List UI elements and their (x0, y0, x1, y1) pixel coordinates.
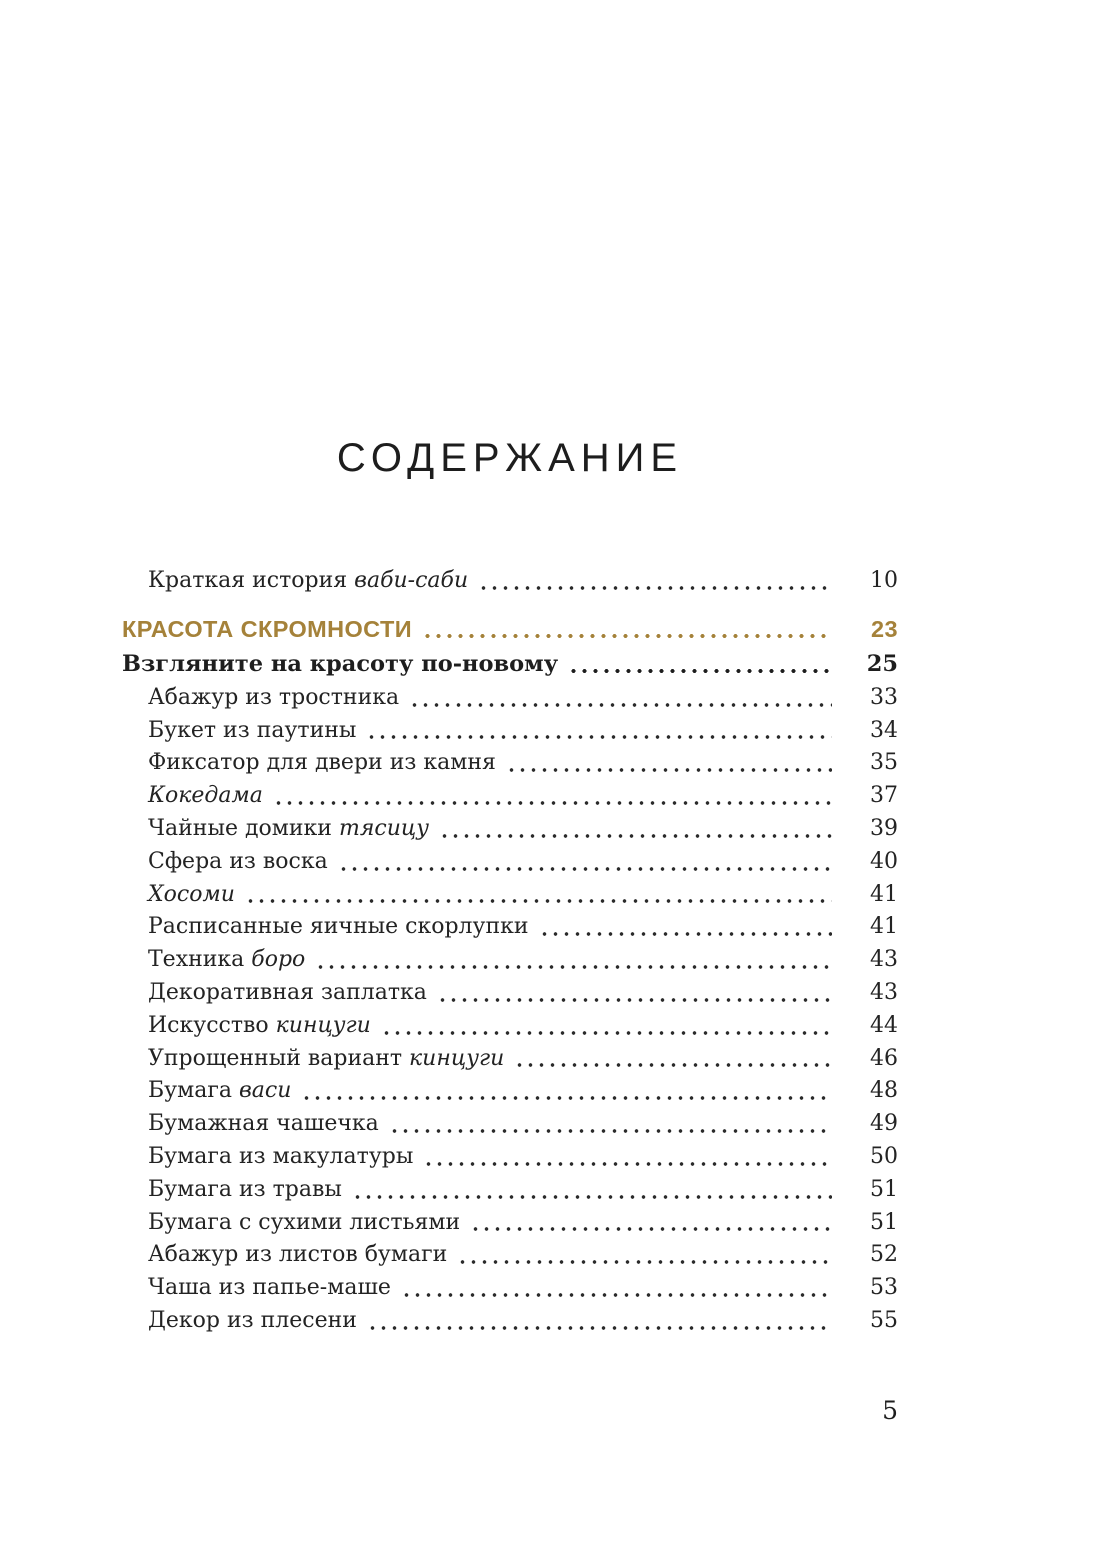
toc-entry (122, 1239, 898, 1272)
toc-entry-label (148, 1075, 291, 1108)
toc-entry-label (148, 879, 235, 912)
toc-entry-label (148, 715, 356, 748)
toc-entry-italic-term: тясицу (338, 815, 429, 841)
toc-entry-text: Фиксатор для двери из камня (148, 750, 496, 776)
toc-entry-page: 53 (870, 1275, 898, 1301)
toc-entry-text: Бумага из травы (148, 1176, 342, 1202)
toc-entry-label (148, 1043, 504, 1076)
toc-entry-text: Абажур из тростника (148, 684, 400, 710)
folio-page-number: 5 (882, 1396, 898, 1425)
dot-leader (401, 1272, 832, 1305)
toc-entry-label (148, 846, 328, 879)
dot-leader (478, 565, 832, 598)
dot-leader (457, 1239, 832, 1272)
dot-leader (423, 1141, 832, 1174)
toc-entry (122, 1141, 898, 1174)
dot-leader (470, 1207, 832, 1240)
toc-entry-label (148, 780, 263, 813)
dot-leader (381, 1010, 832, 1043)
toc-entry (122, 1207, 898, 1240)
toc-entry-italic-term: боро (251, 947, 306, 973)
toc-entry-text: Букет из паутины (148, 717, 357, 743)
toc-entry-page: 44 (870, 1012, 898, 1038)
dot-leader (389, 1108, 832, 1141)
dot-leader (315, 944, 832, 977)
toc-entry-text: Сфера из воска (148, 848, 328, 874)
toc-entry (122, 813, 898, 846)
toc-entry-page: 35 (870, 750, 898, 776)
toc-entry (122, 1272, 898, 1305)
toc-entry (122, 977, 898, 1010)
dot-leader (439, 813, 832, 846)
toc-entry-label (148, 1010, 371, 1043)
toc-entry-text: Бумага из макулатуры (148, 1143, 414, 1169)
toc-entry (122, 1075, 898, 1108)
toc-entry-page: 50 (870, 1143, 898, 1169)
toc-entry-page: 49 (870, 1111, 898, 1137)
dot-leader (338, 846, 832, 879)
dot-leader (367, 1305, 832, 1338)
toc-entry-page: 48 (870, 1078, 898, 1104)
toc-entry-italic-term: васи (238, 1078, 292, 1104)
toc-entry (122, 715, 898, 748)
toc-entry-text: Бумага (148, 1078, 239, 1104)
toc-entry-label (148, 1141, 413, 1174)
dot-leader (506, 747, 832, 780)
toc-entry-italic-term: ваби-саби (354, 568, 469, 593)
toc-entry (122, 1043, 898, 1076)
toc-entry-label (148, 682, 399, 715)
toc-entry-label (148, 565, 468, 598)
toc-entry-text: Чайные домики (148, 815, 339, 841)
toc-entry-page: 23 (871, 615, 898, 642)
toc-entry (122, 911, 898, 944)
dot-leader (352, 1174, 832, 1207)
toc-entry-text: Бумага с сухими листьями (148, 1209, 461, 1235)
toc-entry (122, 780, 898, 813)
toc-entry-page: 41 (870, 881, 898, 907)
toc-entry-text: КРАСОТА СКРОМНОСТИ (122, 615, 412, 642)
toc-entry-text: Бумажная чашечка (148, 1111, 379, 1137)
toc-entry-label (122, 647, 558, 682)
toc-entry-page: 25 (866, 650, 898, 677)
dot-leader (409, 682, 832, 715)
toc-entry-page: 52 (870, 1242, 898, 1268)
toc-entry-page: 37 (870, 783, 898, 809)
toc-entry-page: 33 (870, 684, 898, 710)
toc-entry (122, 1108, 898, 1141)
toc-entry-page: 40 (870, 848, 898, 874)
toc-entry (122, 1174, 898, 1207)
toc-entry-italic-term: кинцуги (275, 1012, 371, 1038)
toc-entry (122, 944, 898, 977)
toc-entry-italic-term: Кокедама (148, 783, 263, 809)
toc-entry-label (148, 944, 305, 977)
toc-entry-text: Расписанные яичные скорлупки (148, 914, 529, 940)
toc-entry-text: Краткая история (148, 568, 355, 593)
toc-entry (122, 565, 898, 598)
toc-entry-label (148, 1174, 342, 1207)
toc-entry (122, 879, 898, 912)
toc-entry (122, 846, 898, 879)
toc-entry-text: Декор из плесени (148, 1307, 357, 1333)
page-title: СОДЕРЖАНИЕ (336, 436, 684, 480)
toc-entry (122, 612, 898, 647)
toc-entry-text: Искусство (148, 1012, 276, 1038)
toc-entry (122, 1305, 898, 1338)
toc-entry-text: Чаша из папье-маше (148, 1275, 391, 1301)
toc-entry-label (148, 977, 427, 1010)
toc-entry (122, 647, 898, 682)
toc-list (122, 565, 898, 1338)
toc-entry (122, 747, 898, 780)
toc-entry-page: 43 (870, 979, 898, 1005)
toc-entry-label (148, 1272, 391, 1305)
toc-entry-page: 46 (870, 1045, 898, 1071)
toc-entry-label (122, 612, 412, 647)
toc-entry-page: 51 (870, 1176, 898, 1202)
toc-entry (122, 1010, 898, 1043)
dot-leader (568, 647, 832, 682)
toc-entry-text: Техника (148, 947, 252, 973)
toc-entry-italic-term: кинцуги (409, 1045, 505, 1071)
toc-entry-label (148, 911, 529, 944)
toc-entry-text: Взгляните на красоту по-новому (122, 650, 559, 677)
toc-entry-text: Абажур из листов бумаги (148, 1242, 448, 1268)
toc-entry-label (148, 813, 429, 846)
toc-entry-italic-term: Хосоми (148, 881, 235, 907)
toc-entry-page: 55 (870, 1307, 898, 1333)
toc-entry-text: Упрощенный вариант (148, 1045, 410, 1071)
toc-entry-page: 39 (870, 815, 898, 841)
toc-entry-label (148, 1305, 357, 1338)
dot-leader (437, 977, 832, 1010)
toc-entry-page: 10 (870, 568, 898, 593)
toc-entry-page: 43 (870, 947, 898, 973)
toc-entry-label (148, 1108, 379, 1141)
toc-entry-page: 41 (870, 914, 898, 940)
toc-entry-label (148, 1207, 460, 1240)
dot-leader (245, 879, 832, 912)
toc-entry-label (148, 1239, 447, 1272)
dot-leader (422, 612, 832, 647)
toc-entry-label (148, 747, 496, 780)
dot-leader (273, 780, 832, 813)
dot-leader (514, 1043, 832, 1076)
toc-entry-text: Декоративная заплатка (148, 979, 427, 1005)
toc-entry (122, 682, 898, 715)
toc-entry-page: 34 (870, 717, 898, 743)
dot-leader (301, 1075, 832, 1108)
dot-leader (366, 715, 832, 748)
dot-leader (539, 911, 832, 944)
toc-entry-page: 51 (870, 1209, 898, 1235)
